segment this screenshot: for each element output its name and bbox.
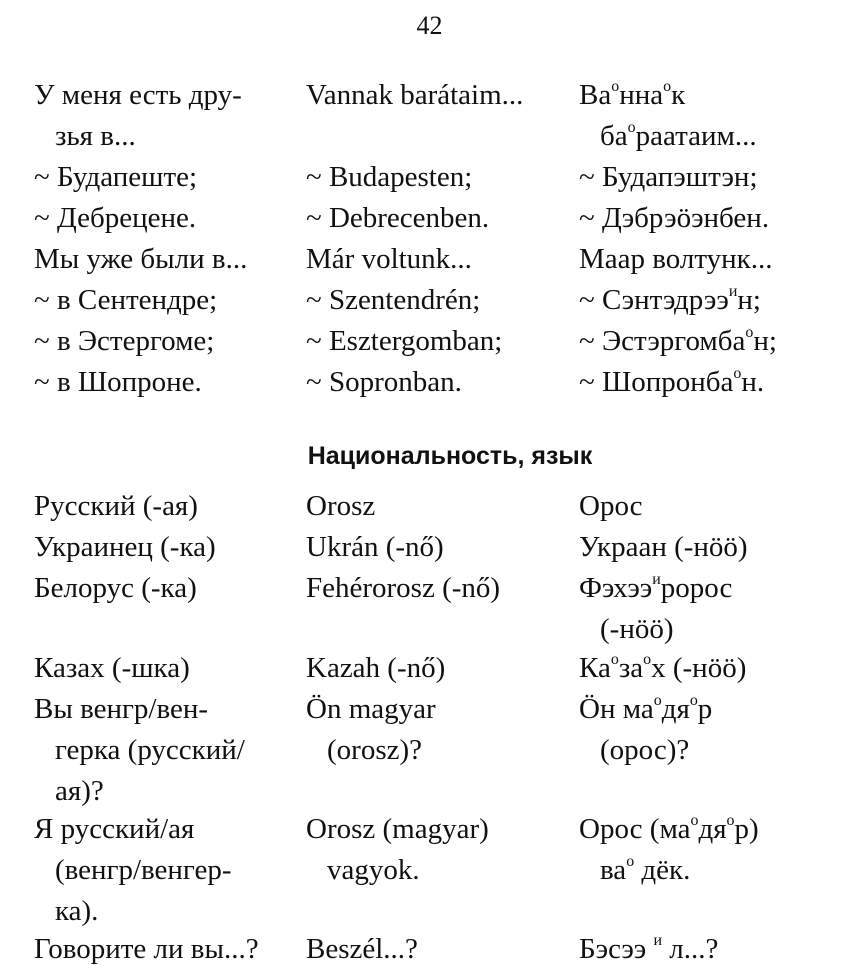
phrase-line: ~ Budapesten; — [306, 161, 473, 193]
hungarian-phrase — [306, 527, 444, 568]
phrase-line: ~ Эстэргомба$^о$н; — [579, 323, 777, 357]
phrase-line: Я русский/ая — [34, 813, 195, 845]
transcription — [579, 75, 757, 157]
page-number: 42 — [416, 11, 443, 40]
russian-phrase — [34, 486, 198, 527]
russian-phrase — [34, 689, 245, 812]
phrase-line: (орос)? — [600, 734, 690, 766]
phrase-line: Vannak barátaim... — [306, 79, 524, 111]
phrase-row — [0, 321, 859, 362]
hungarian-phrase — [306, 321, 502, 362]
phrase-line: Orosz — [306, 490, 376, 522]
transcription — [579, 362, 764, 403]
russian-phrase — [34, 198, 196, 239]
transcription — [579, 157, 758, 198]
phrase-row — [0, 157, 859, 198]
transcription — [579, 568, 732, 650]
phrase-row — [0, 527, 859, 568]
transcription — [579, 198, 769, 239]
phrase-line: Украинец (-ка) — [34, 531, 216, 563]
phrase-line: Kazah (-nő) — [306, 652, 446, 684]
transcription — [579, 929, 718, 970]
phrase-row — [0, 929, 859, 970]
phrase-row — [0, 239, 859, 280]
russian-phrase — [34, 280, 217, 321]
russian-phrase — [34, 75, 242, 157]
phrase-line: Ön magyar — [306, 693, 436, 725]
phrase-line: ~ Сэнтэдрээ$^и$н; — [579, 282, 761, 316]
transcription — [579, 280, 761, 321]
phrase-line: Маар волтунк... — [579, 243, 773, 275]
phrase-line: Вы венгр/вен- — [34, 693, 209, 725]
transcription — [579, 689, 712, 771]
phrase-table-nationality — [0, 486, 859, 970]
phrase-line: зья в... — [55, 120, 136, 152]
phrase-row — [0, 648, 859, 689]
phrase-line: Орос — [579, 490, 643, 522]
phrase-line: Орос $(ма^одя^ор)$ — [579, 811, 759, 845]
phrase-line: Fehérorosz (-nő) — [306, 572, 501, 604]
hungarian-phrase — [306, 75, 523, 116]
phrase-line: Украан (-нöö) — [579, 531, 748, 563]
phrase-line: (-нöö) — [600, 613, 674, 645]
phrase-line: Бэсээ $^и$ л...? — [579, 931, 719, 965]
hungarian-phrase — [306, 486, 375, 527]
phrase-row — [0, 280, 859, 321]
russian-phrase — [34, 648, 190, 689]
phrase-line: ~ Дебрецене. — [34, 202, 197, 234]
phrase-line: Beszél...? — [306, 933, 418, 965]
hungarian-phrase — [306, 239, 472, 280]
phrase-line: ~ в Эстергоме; — [34, 325, 215, 357]
russian-phrase — [34, 568, 197, 609]
phrase-line: Белорус (-ка) — [34, 572, 197, 604]
phrase-table-locations — [0, 75, 859, 403]
transcription — [579, 486, 643, 527]
transcription — [579, 321, 777, 362]
phrase-line: Мы уже были в... — [34, 243, 248, 275]
phrase-line: $ва^о$ дёк. — [600, 852, 691, 886]
phrase-line: ~ Будапеште; — [34, 161, 198, 193]
transcription — [579, 239, 773, 280]
phrase-line: ~ Sopronban. — [306, 366, 462, 398]
hungarian-phrase — [306, 648, 445, 689]
section-heading: Национальность, язык — [307, 442, 593, 470]
russian-phrase — [34, 527, 216, 568]
hungarian-phrase — [306, 929, 418, 970]
phrase-line: ая)? — [55, 775, 104, 807]
hungarian-phrase — [306, 568, 500, 609]
phrase-line: vagyok. — [327, 854, 420, 886]
phrase-line: ~ в Сентендре; — [34, 284, 218, 316]
transcription — [579, 809, 759, 891]
phrase-row — [0, 809, 859, 929]
hungarian-phrase — [306, 198, 489, 239]
russian-phrase — [34, 157, 197, 198]
phrase-line: ~ Будапэштэн; — [579, 161, 758, 193]
hungarian-phrase — [306, 280, 480, 321]
hungarian-phrase — [306, 809, 489, 891]
phrase-line: ~ Дэбрэöэнбен. — [579, 202, 770, 234]
phrase-row — [0, 689, 859, 809]
phrase-line: ~ Шопронба$^о$н. — [579, 364, 765, 398]
phrase-line: Orosz (magyar) — [306, 813, 489, 845]
phrase-line: ~ в Шопроне. — [34, 366, 202, 398]
phrase-line: Говорите ли вы...? — [34, 933, 259, 965]
russian-phrase — [34, 321, 214, 362]
phrase-line: ~ Debrecenben. — [306, 202, 490, 234]
transcription — [579, 648, 746, 689]
hungarian-phrase — [306, 689, 436, 771]
phrase-line: Ukrán (-nő) — [306, 531, 444, 563]
russian-phrase — [34, 929, 259, 970]
russian-phrase — [34, 809, 231, 932]
hungarian-phrase — [306, 157, 472, 198]
phrase-line: ка). — [55, 895, 99, 927]
phrase-line: (венгр/венгер- — [55, 854, 232, 886]
phrase-row — [0, 362, 859, 403]
phrase-line: ~ Szentendrén; — [306, 284, 481, 316]
phrase-line: $Ва^онна^ок$ — [579, 77, 686, 111]
phrase-line: $Ка^оза^ох$ (-нöö) — [579, 650, 747, 684]
phrase-line: Русский (-ая) — [34, 490, 198, 522]
phrase-row — [0, 198, 859, 239]
phrase-row — [0, 568, 859, 648]
russian-phrase — [34, 362, 202, 403]
phrase-line: (orosz)? — [327, 734, 423, 766]
phrase-line: Öн $ма^одя^ор$ — [579, 691, 713, 725]
phrase-line: Фэхээ$^и$ророс — [579, 570, 733, 604]
phrase-row — [0, 486, 859, 527]
phrase-line: Казах (-шка) — [34, 652, 190, 684]
phrase-line: Már voltunk... — [306, 243, 472, 275]
hungarian-phrase — [306, 362, 462, 403]
phrase-line: У меня есть дру- — [34, 79, 242, 111]
russian-phrase — [34, 239, 247, 280]
phrase-line: $ба^ораатаим$... — [600, 118, 757, 152]
phrase-line: ~ Esztergomban; — [306, 325, 503, 357]
phrase-line: герка (русский/ — [55, 734, 245, 766]
phrase-row — [0, 75, 859, 157]
transcription — [579, 527, 748, 568]
